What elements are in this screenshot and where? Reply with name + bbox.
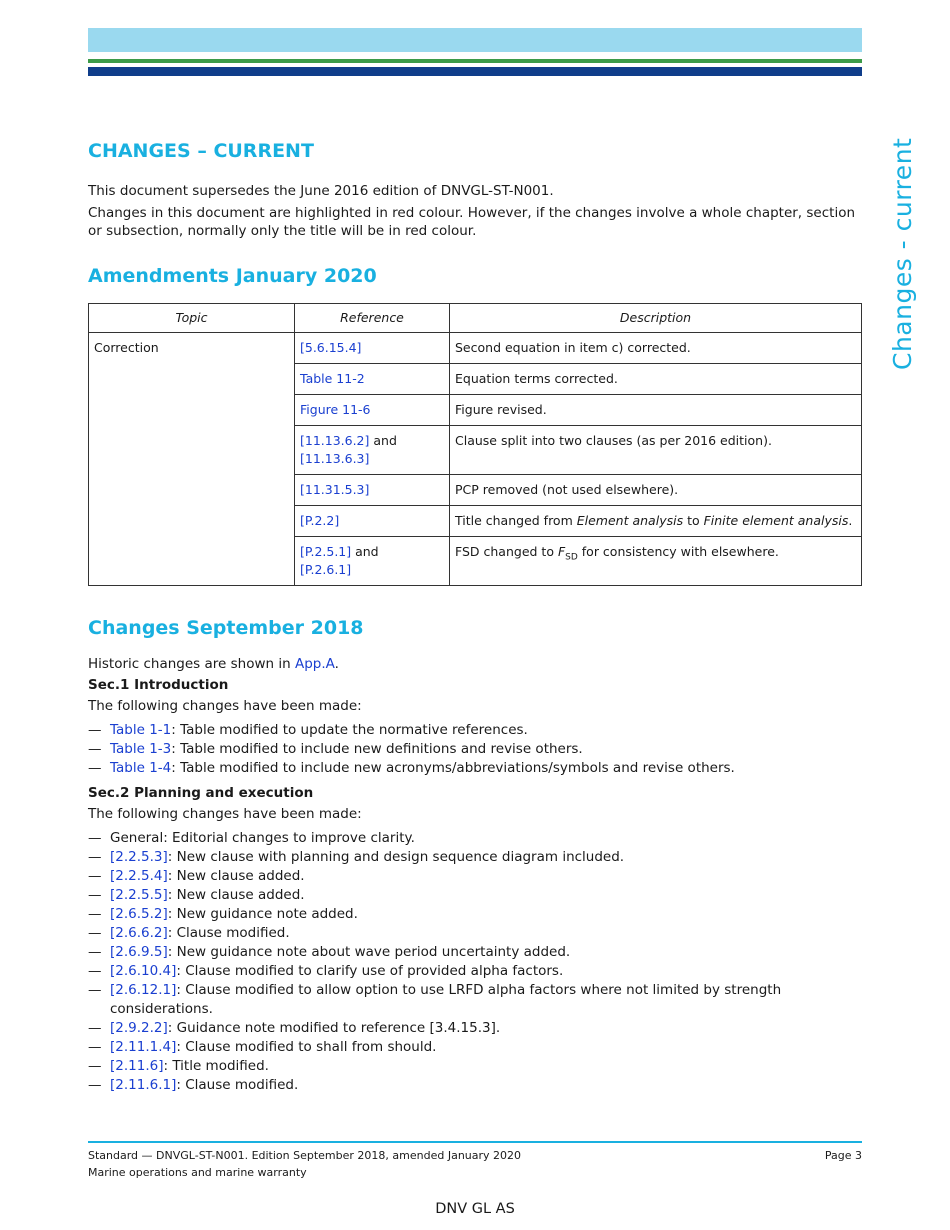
- footer-standard-line: Standard — DNVGL-ST-N001. Edition September 2018, amended January 2020: [88, 1149, 522, 1162]
- item-text: : Title modified.: [163, 1058, 269, 1074]
- page-title: CHANGES – CURRENT: [88, 140, 314, 162]
- item-text: : Guidance note modified to reference [3.4.15.3].: [167, 1020, 501, 1036]
- item-text: : New clause added.: [167, 887, 305, 903]
- desc-text: for consistency with elsewhere.: [577, 544, 779, 559]
- list-item: [88, 1038, 862, 1057]
- reference-link[interactable]: [2.6.9.5]: [110, 944, 168, 960]
- item-text: : Clause modified to shall from should.: [176, 1039, 437, 1055]
- item-text: : Table modified to include new acronyms/abbreviations/symbols and revise others.: [171, 760, 735, 776]
- reference-link[interactable]: [5.6.15.4]: [300, 340, 362, 355]
- description-cell: Clause split into two clauses (as per 2016 edition).: [450, 426, 862, 475]
- desc-text: FSD changed to: [455, 544, 558, 559]
- header-band-light: [88, 28, 862, 52]
- reference-link[interactable]: Table 1-3: [110, 741, 172, 757]
- reference-cell: [295, 475, 450, 506]
- table-header-row: [89, 304, 862, 333]
- symbol-subscript: SD: [565, 552, 578, 563]
- reference-link[interactable]: [2.11.6]: [110, 1058, 164, 1074]
- reference-cell: [295, 537, 450, 586]
- reference-link[interactable]: [2.6.6.2]: [110, 925, 168, 941]
- reference-cell: [295, 333, 450, 364]
- reference-link[interactable]: [2.2.5.3]: [110, 849, 168, 865]
- list-item: [88, 740, 862, 759]
- intro-paragraph-1: This document supersedes the June 2016 edition of DNVGL-ST-N001.: [88, 183, 554, 199]
- reference-cell: [295, 506, 450, 537]
- list-item: [88, 886, 862, 905]
- reference-link[interactable]: [2.9.2.2]: [110, 1020, 168, 1036]
- header-topic: Topic: [89, 304, 295, 333]
- item-text: : Table modified to update the normative references.: [171, 722, 528, 738]
- reference-link[interactable]: [P.2.6.1]: [300, 562, 352, 577]
- sec1-change-list: [88, 721, 862, 778]
- company-name: DNV GL AS: [435, 1201, 515, 1217]
- list-item: [88, 867, 862, 886]
- reference-cell: [295, 426, 450, 475]
- desc-emphasis: Finite element analysis: [703, 513, 849, 528]
- header-band-green: [88, 59, 862, 63]
- appendix-link[interactable]: App.A: [294, 656, 335, 672]
- reference-link[interactable]: Figure 11-6: [300, 402, 371, 417]
- item-text: : Table modified to include new definitions and revise others.: [171, 741, 583, 757]
- item-text: : New clause with planning and design sequence diagram included.: [167, 849, 625, 865]
- reference-link[interactable]: [11.13.6.2]: [300, 433, 370, 448]
- list-item: [88, 1019, 862, 1038]
- list-item: [88, 829, 862, 848]
- reference-link[interactable]: [11.31.5.3]: [300, 482, 370, 497]
- historic-paragraph: [88, 655, 862, 673]
- sec1-title: Sec.1 Introduction: [88, 677, 229, 693]
- description-cell: Equation terms corrected.: [450, 364, 862, 395]
- reference-link[interactable]: [2.11.1.4]: [110, 1039, 177, 1055]
- and-text: and: [351, 544, 379, 559]
- list-item: [88, 981, 862, 1019]
- table-row: [89, 333, 862, 364]
- list-item: [88, 905, 862, 924]
- sec1-lead: The following changes have been made:: [88, 698, 362, 714]
- intro-paragraph-2: Changes in this document are highlighted in red colour. However, if the changes involve a whole chapter, section or subsection, normally only the title will be in red colour.: [88, 205, 856, 239]
- topic-cell: Correction: [89, 333, 295, 586]
- desc-text: Title changed from: [455, 513, 577, 528]
- item-text: : New clause added.: [167, 868, 305, 884]
- footer-left: [88, 1147, 521, 1181]
- item-text: : Clause modified to allow option to use LRFD alpha factors where not limited by strength considerations.: [110, 982, 782, 1017]
- sec2-lead: The following changes have been made:: [88, 806, 362, 822]
- reference-link[interactable]: [2.6.10.4]: [110, 963, 177, 979]
- amendments-heading: Amendments January 2020: [88, 265, 377, 287]
- amendments-table: [88, 303, 862, 586]
- item-text: : New guidance note added.: [167, 906, 358, 922]
- item-text: : Clause modified to clarify use of provided alpha factors.: [176, 963, 564, 979]
- footer-subtitle-line: Marine operations and marine warranty: [88, 1166, 307, 1179]
- reference-link[interactable]: [2.2.5.5]: [110, 887, 168, 903]
- header-reference: Reference: [295, 304, 450, 333]
- reference-link[interactable]: Table 1-4: [110, 760, 172, 776]
- reference-link[interactable]: Table 1-1: [110, 722, 172, 738]
- page-content: [88, 140, 862, 1095]
- reference-link[interactable]: [2.2.5.4]: [110, 868, 168, 884]
- list-item: [88, 943, 862, 962]
- description-cell: [450, 537, 862, 586]
- reference-link[interactable]: [11.13.6.3]: [300, 451, 370, 466]
- header-description: Description: [450, 304, 862, 333]
- list-item: [88, 1076, 862, 1095]
- footer-divider: [88, 1141, 862, 1143]
- page-number: Page 3: [824, 1149, 862, 1162]
- list-item: [88, 962, 862, 981]
- item-text: General: Editorial changes to improve clarity.: [110, 830, 415, 846]
- header-band-navy: [88, 67, 862, 76]
- list-item: [88, 848, 862, 867]
- list-item: [88, 721, 862, 740]
- reference-link[interactable]: Table 11-2: [300, 371, 365, 386]
- desc-emphasis: Element analysis: [576, 513, 684, 528]
- symbol-f: F: [557, 544, 566, 559]
- historic-text: Historic changes are shown in: [88, 656, 295, 672]
- changes-sept-heading: Changes September 2018: [88, 617, 364, 639]
- list-item: [88, 924, 862, 943]
- reference-link[interactable]: [2.6.12.1]: [110, 982, 177, 998]
- and-text: and: [369, 433, 397, 448]
- reference-cell: [295, 395, 450, 426]
- reference-link[interactable]: [2.6.5.2]: [110, 906, 168, 922]
- desc-text: .: [848, 513, 853, 528]
- desc-text: to: [683, 513, 704, 528]
- side-section-label: Changes - current: [888, 137, 917, 370]
- sec2-change-list: [88, 829, 862, 1095]
- historic-text: .: [334, 656, 339, 672]
- reference-link[interactable]: [2.11.6.1]: [110, 1077, 177, 1093]
- item-text: : Clause modified.: [167, 925, 290, 941]
- reference-link[interactable]: [P.2.2]: [300, 513, 340, 528]
- description-cell: [450, 506, 862, 537]
- description-cell: Figure revised.: [450, 395, 862, 426]
- description-cell: PCP removed (not used elsewhere).: [450, 475, 862, 506]
- description-cell: Second equation in item c) corrected.: [450, 333, 862, 364]
- sec2-title: Sec.2 Planning and execution: [88, 785, 314, 801]
- reference-cell: [295, 364, 450, 395]
- list-item: [88, 1057, 862, 1076]
- list-item: [88, 759, 862, 778]
- item-text: : Clause modified.: [176, 1077, 299, 1093]
- item-text: : New guidance note about wave period uncertainty added.: [167, 944, 571, 960]
- reference-link[interactable]: [P.2.5.1]: [300, 544, 352, 559]
